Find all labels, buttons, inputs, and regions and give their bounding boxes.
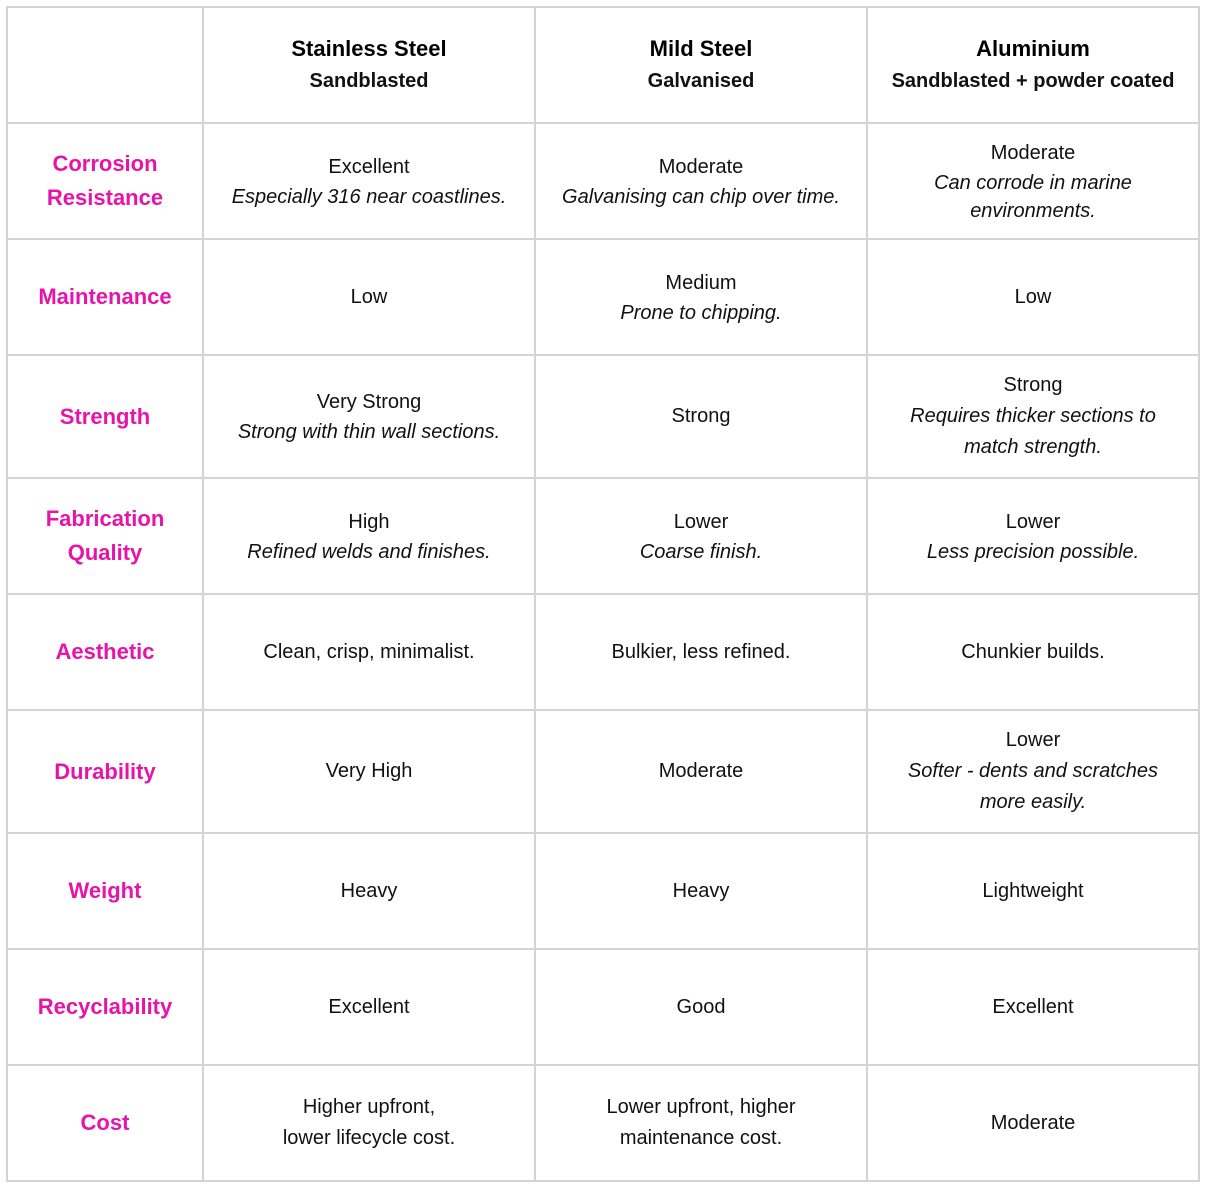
cell-value: Moderate <box>658 760 744 782</box>
row-maintenance <box>7 239 1199 355</box>
cell-value: Low <box>350 285 388 308</box>
col-name: Mild Steel <box>649 36 753 61</box>
cell-value: High <box>348 510 390 533</box>
cell <box>867 123 1199 239</box>
cell <box>867 355 1199 478</box>
cell <box>867 710 1199 833</box>
cell <box>203 949 535 1065</box>
cell <box>535 355 867 478</box>
col-finish: Sandblasted + powder coated <box>891 70 1175 92</box>
cell <box>203 710 535 833</box>
cell-note: Especially 316 near coastlines. <box>231 185 507 208</box>
cell-value: Strong <box>1003 374 1063 396</box>
row-label-cell <box>7 123 203 239</box>
cell-value: Excellent <box>328 155 410 178</box>
cell-note: Prone to chipping. <box>620 301 782 324</box>
row-durability <box>7 710 1199 833</box>
cell <box>203 594 535 710</box>
cell-value: Medium <box>665 271 737 294</box>
row-label: Weight <box>68 878 142 903</box>
row-label: Strength <box>59 403 151 429</box>
row-aesthetic <box>7 594 1199 710</box>
row-weight <box>7 833 1199 949</box>
cell-value: Heavy <box>340 879 398 902</box>
cell <box>535 833 867 949</box>
cell <box>203 123 535 239</box>
cell <box>535 239 867 355</box>
cell <box>867 239 1199 355</box>
row-label-cell <box>7 355 203 478</box>
cell-note: Coarse finish. <box>639 540 763 563</box>
row-label-cell <box>7 949 203 1065</box>
cell-value: Lower <box>673 510 729 533</box>
row-label-cell <box>7 833 203 949</box>
cell <box>535 123 867 239</box>
cell-value: Lower <box>1005 510 1061 533</box>
cell-note: Requires thicker sections to match strength. <box>910 405 1156 458</box>
cell-value: Heavy <box>672 879 730 902</box>
cell-value: Moderate <box>990 1111 1076 1134</box>
cell-value: Lightweight <box>982 879 1084 902</box>
cell <box>867 594 1199 710</box>
cell-value: Excellent <box>328 995 410 1018</box>
corner-cell <box>7 7 203 123</box>
header-row <box>7 7 1199 123</box>
col-finish: Sandblasted <box>309 70 429 92</box>
row-label: Recyclability <box>37 994 173 1019</box>
cell <box>535 594 867 710</box>
row-corrosion-resistance <box>7 123 1199 239</box>
cell-value: Bulkier, less refined. <box>611 640 791 663</box>
cell <box>535 1065 867 1181</box>
row-label: Cost <box>80 1110 130 1135</box>
cell-value: Good <box>676 995 726 1018</box>
row-label: Corrosion Resistance <box>46 151 164 210</box>
cell-note: Less precision possible. <box>926 540 1140 563</box>
cell-value: Moderate <box>658 155 744 178</box>
col-header-mild-steel <box>535 7 867 123</box>
cell-value: Excellent <box>992 995 1074 1018</box>
cell <box>535 710 867 833</box>
cell <box>203 239 535 355</box>
row-strength <box>7 355 1199 478</box>
row-label-cell <box>7 710 203 833</box>
row-label: Fabrication Quality <box>45 506 165 565</box>
row-label: Durability <box>54 758 156 784</box>
cell <box>867 949 1199 1065</box>
cell-value: Very Strong <box>316 391 422 413</box>
col-header-aluminium <box>867 7 1199 123</box>
row-label-cell <box>7 239 203 355</box>
cell <box>867 833 1199 949</box>
row-cost <box>7 1065 1199 1181</box>
col-header-stainless-steel <box>203 7 535 123</box>
row-label-cell <box>7 1065 203 1181</box>
cell <box>867 1065 1199 1181</box>
cell <box>203 478 535 594</box>
cell-value-line: lower lifecycle cost. <box>282 1127 456 1149</box>
row-label-cell <box>7 478 203 594</box>
cell-note: Can corrode in marine environments. <box>934 171 1132 222</box>
cell-value: Very High <box>325 760 413 782</box>
cell-note: Galvanising can chip over time. <box>562 185 840 208</box>
cell-value-line: Lower upfront, higher <box>606 1096 796 1118</box>
cell-note: Refined welds and finishes. <box>247 540 491 563</box>
cell-note: Strong with thin wall sections. <box>237 421 501 443</box>
cell <box>203 1065 535 1181</box>
row-fabrication-quality <box>7 478 1199 594</box>
cell-note: Softer - dents and scratches more easily. <box>907 760 1159 813</box>
cell <box>535 949 867 1065</box>
col-name: Aluminium <box>976 36 1090 61</box>
cell-value: Strong <box>671 405 731 427</box>
cell-value: Moderate <box>990 141 1076 164</box>
cell-value: Clean, crisp, minimalist. <box>263 640 475 663</box>
cell <box>867 478 1199 594</box>
row-label: Maintenance <box>38 284 172 309</box>
cell <box>203 833 535 949</box>
row-label-cell <box>7 594 203 710</box>
cell <box>203 355 535 478</box>
cell-value: Low <box>1014 285 1052 308</box>
cell-value: Chunkier builds. <box>961 640 1105 663</box>
comparison-table <box>6 6 1200 1182</box>
col-finish: Galvanised <box>647 70 755 92</box>
cell-value: Lower <box>1005 729 1061 751</box>
cell-value-line: maintenance cost. <box>619 1127 783 1149</box>
cell <box>535 478 867 594</box>
cell-value-line: Higher upfront, <box>302 1096 436 1118</box>
col-name: Stainless Steel <box>291 36 447 61</box>
row-label: Aesthetic <box>55 639 155 664</box>
row-recyclability <box>7 949 1199 1065</box>
